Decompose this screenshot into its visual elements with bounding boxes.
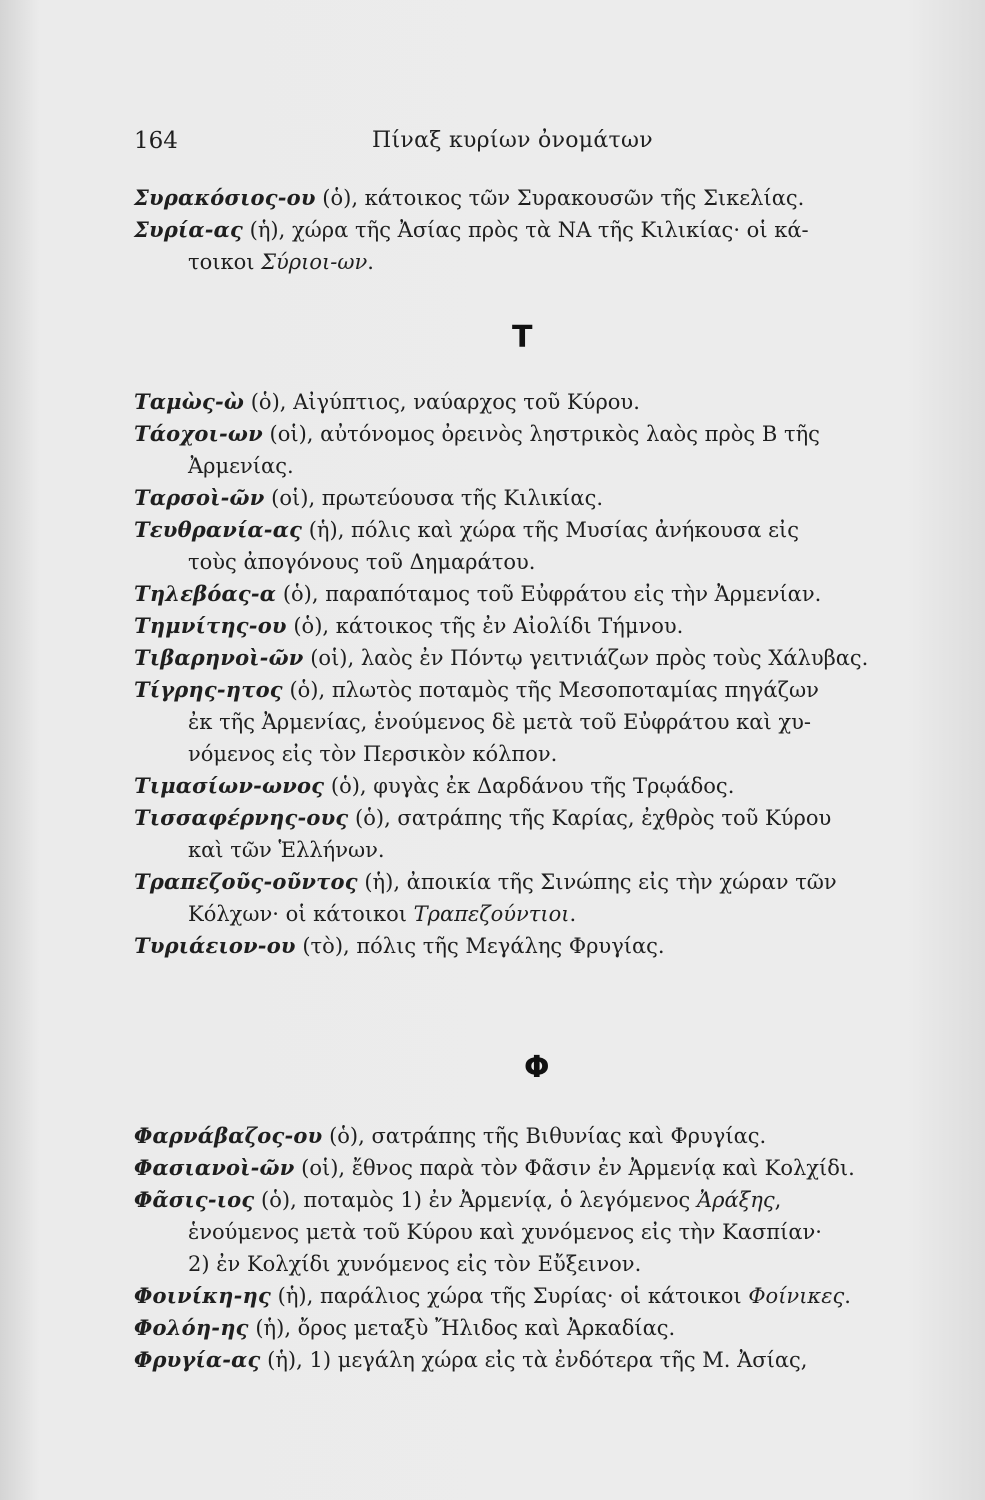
entry-term: Φοινίκη-ης: [134, 1283, 271, 1308]
page-header: [134, 128, 945, 168]
entry-term: Τευθρανία-ας: [134, 517, 303, 542]
entry-text: (ὁ), κάτοικος τῶν Συρακουσῶν τῆς Σικελίας.: [315, 186, 805, 210]
index-entry: [134, 482, 957, 514]
entry-term: Συρία-ας: [134, 217, 243, 242]
entry-term: Τισσαφέρνης-ους: [134, 805, 349, 830]
index-entry: [134, 866, 957, 930]
entry-text: (ὁ), σατράπης τῆς Βιθυνίας καὶ Φρυγίας.: [322, 1124, 767, 1148]
entry-text: (οἱ), πρωτεύουσα τῆς Κιλικίας.: [264, 486, 604, 510]
section-sigma-tail: [134, 182, 957, 278]
entry-text: (ἡ), παράλιος χώρα τῆς Συρίας· οἱ κάτοικοι: [270, 1284, 749, 1308]
entry-term: Φρυγία-ας: [134, 1347, 261, 1372]
entry-continuation: καὶ τῶν Ἑλλήνων.: [188, 838, 385, 862]
entry-term: Τίγρης-ητος: [134, 677, 283, 702]
entry-term: Τυριάειον-ου: [134, 933, 296, 958]
entry-continuation: ἐκ τῆς Ἀρμενίας, ἑνούμενος δὲ μετὰ τοῦ Εὐφράτου καὶ χυ-: [188, 710, 811, 734]
entry-text: (ὁ), ποταμὸς 1) ἐν Ἀρμενίᾳ, ὁ λεγόμενος: [254, 1188, 697, 1212]
index-entry: [134, 610, 957, 642]
entry-continuation: [134, 246, 957, 278]
entry-text: (ὁ), φυγὰς ἐκ Δαρδάνου τῆς Τρῳάδος.: [324, 774, 735, 798]
index-entry: [134, 1184, 957, 1280]
entry-text: (ἡ), ἀποικία τῆς Σινώπης εἰς τὴν χώραν τῶν: [357, 870, 837, 894]
index-entry: [134, 418, 957, 482]
entry-text: (ὁ), Αἰγύπτιος, ναύαρχος τοῦ Κύρου.: [244, 390, 640, 414]
index-entry: [134, 578, 957, 610]
entry-emphasis: Τραπεζούντιοι: [413, 902, 570, 926]
entry-continuation: 2) ἐν Κολχίδι χυνόμενος εἰς τὸν Εὔξεινον.: [188, 1252, 642, 1276]
entry-text-tail: ,: [774, 1188, 782, 1212]
index-entry: [134, 642, 957, 674]
index-entry: [134, 1152, 957, 1184]
entry-term: Ταρσοὶ-ῶν: [134, 485, 265, 510]
entry-text-tail: .: [844, 1284, 851, 1308]
index-entry: [134, 674, 957, 770]
index-entry: [134, 1280, 957, 1312]
index-entry: [134, 214, 957, 278]
index-entry: [134, 1312, 957, 1344]
running-title: Πίναξ κυρίων ὀνομάτων: [372, 128, 653, 153]
index-entry: [134, 802, 957, 866]
entry-continuation: τοὺς ἀπογόνους τοῦ Δημαράτου.: [188, 550, 536, 574]
entry-text: (οἱ), ἔθνος παρὰ τὸν Φᾶσιν ἐν Ἀρμενίᾳ καὶ Κολχίδι.: [294, 1156, 855, 1180]
continuation-text: τοικοι: [188, 250, 262, 274]
index-entry: [134, 1120, 957, 1152]
entry-text: (ἡ), 1) μεγάλη χώρα εἰς τὰ ἐνδότερα τῆς Μ. Ἀσίας,: [260, 1348, 808, 1372]
entry-term: Τραπεζοῦς-οῦντος: [134, 869, 358, 894]
entry-term: Τάοχοι-ων: [134, 421, 263, 446]
entry-continuation: [134, 898, 957, 930]
entry-term: Φαρνάβαζος-ου: [134, 1123, 323, 1148]
section-letter-tau: T: [512, 320, 533, 355]
entry-text: (ἡ), πόλις καὶ χώρα τῆς Μυσίας ἀνήκουσα εἰς: [302, 518, 799, 542]
index-entry: [134, 514, 957, 578]
entry-continuation: Ἀρμενίας.: [188, 454, 294, 478]
entry-term: Ταμὼς-ὼ: [134, 389, 245, 414]
entry-continuation: νόμενος εἰς τὸν Περσικὸν κόλπον.: [188, 742, 558, 766]
entry-term: Συρακόσιος-ου: [134, 185, 316, 210]
entry-emphasis: Φοίνικες: [748, 1284, 845, 1308]
page-number: 164: [134, 128, 178, 154]
entry-emphasis: Σύριοι-ων: [261, 250, 368, 274]
continuation-text: Κόλχων· οἱ κάτοικοι: [188, 902, 414, 926]
entry-text: (οἱ), αὐτόνομος ὀρεινὸς ληστρικὸς λαὸς πρὸς Β τῆς: [262, 422, 820, 446]
index-entry: [134, 930, 957, 962]
entry-text: (ὁ), παραπόταμος τοῦ Εὐφράτου εἰς τὴν Ἀρμενίαν.: [276, 582, 822, 606]
entry-text: (ἡ), ὄρος μεταξὺ Ἤλιδος καὶ Ἀρκαδίας.: [248, 1316, 676, 1340]
entry-continuation: ἑνούμενος μετὰ τοῦ Κύρου καὶ χυνόμενος εἰς τὴν Κασπίαν·: [188, 1220, 822, 1244]
continuation-tail: .: [569, 902, 577, 926]
section-tau: [134, 386, 957, 962]
entry-term: Τιμασίων-ωνος: [134, 773, 325, 798]
entry-term: Φᾶσις-ιος: [134, 1187, 255, 1212]
entry-term: Τιβαρηνοὶ-ῶν: [134, 645, 304, 670]
entry-term: Φολόη-ης: [134, 1315, 249, 1340]
entry-term: Τηλεβόας-α: [134, 581, 277, 606]
index-entry: [134, 386, 957, 418]
entry-text: (ὁ), σατράπης τῆς Καρίας, ἐχθρὸς τοῦ Κύρου: [348, 806, 832, 830]
entry-text: (ὁ), πλωτὸς ποταμὸς τῆς Μεσοποταμίας πηγάζων: [282, 678, 819, 702]
section-letter-phi: Φ: [524, 1050, 550, 1085]
index-entry: [134, 182, 957, 214]
section-phi: [134, 1120, 957, 1376]
index-entry: [134, 770, 957, 802]
entry-text: (ὁ), κάτοικος τῆς ἐν Αἰολίδι Τήμνου.: [286, 614, 684, 638]
entry-text: (ἡ), χώρα τῆς Ἀσίας πρὸς τὰ ΝΑ τῆς Κιλικίας· οἱ κά-: [242, 218, 809, 242]
continuation-tail: .: [367, 250, 374, 274]
entry-term: Τημνίτης-ου: [134, 613, 287, 638]
entry-term: Φασιανοὶ-ῶν: [134, 1155, 295, 1180]
entry-emphasis: Ἀράξης: [696, 1188, 775, 1212]
index-entry: [134, 1344, 957, 1376]
entry-text: (οἱ), λαὸς ἐν Πόντῳ γειτνιάζων πρὸς τοὺς Χάλυβας.: [303, 646, 869, 670]
entry-text: (τὸ), πόλις τῆς Μεγάλης Φρυγίας.: [295, 934, 665, 958]
